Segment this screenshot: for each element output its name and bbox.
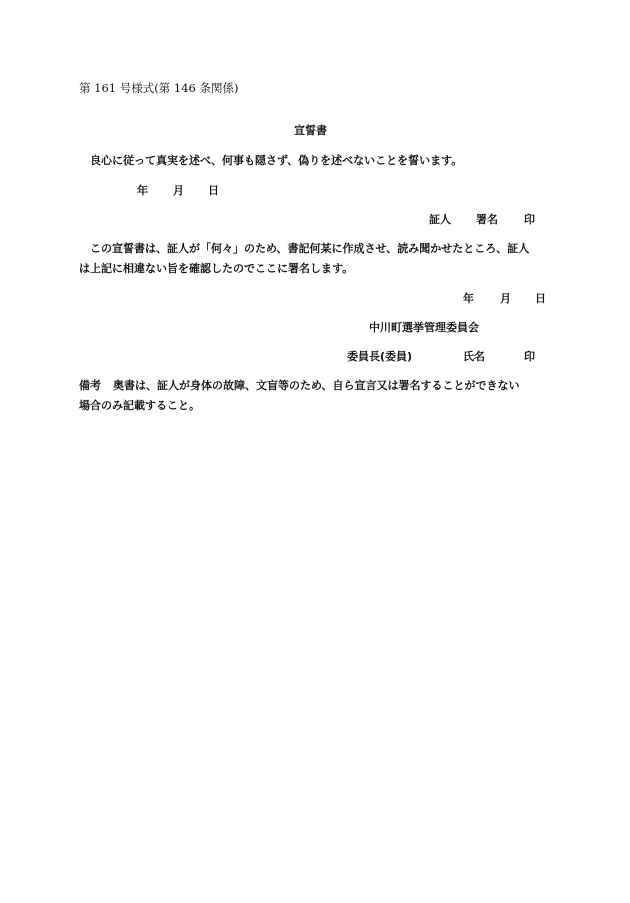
cert-date-month: 月	[500, 292, 511, 305]
certification-line-2: は上記に相違ない旨を確認したのでここに署名します。	[79, 262, 354, 275]
witness-label: 証人	[429, 213, 451, 226]
cert-date-year: 年	[463, 292, 474, 305]
oath-date-month: 月	[173, 184, 184, 197]
document-title: 宣誓書	[294, 124, 327, 137]
note-line-1: 奥書は、証人が身体の故障、文盲等のため、自ら宣言又は署名することができない	[113, 379, 520, 392]
oath-text: 良心に従って真実を述べ、何事も隠さず、偽りを述べないことを誓います。	[90, 154, 463, 167]
note-line-2: 場合のみ記載すること。	[79, 399, 200, 412]
chair-title: 委員長(委員)	[347, 350, 413, 363]
form-header: 第 161 号様式(第 146 条関係)	[79, 81, 239, 95]
oath-date-year: 年	[137, 184, 148, 197]
certification-line-1: この宣誓書は、証人が「何々」のため、書記何某に作成させ、読み聞かせたところ、証人	[90, 242, 530, 255]
cert-date-day: 日	[535, 292, 546, 305]
signature-label: 署名	[476, 213, 498, 226]
committee-name: 中川町選挙管理委員会	[369, 321, 479, 334]
witness-seal-mark: 印	[524, 213, 535, 226]
chair-seal-mark: 印	[524, 350, 535, 363]
oath-date-day: 日	[208, 184, 219, 197]
note-label: 備考	[79, 379, 101, 392]
chair-name-label: 氏名	[463, 350, 485, 363]
